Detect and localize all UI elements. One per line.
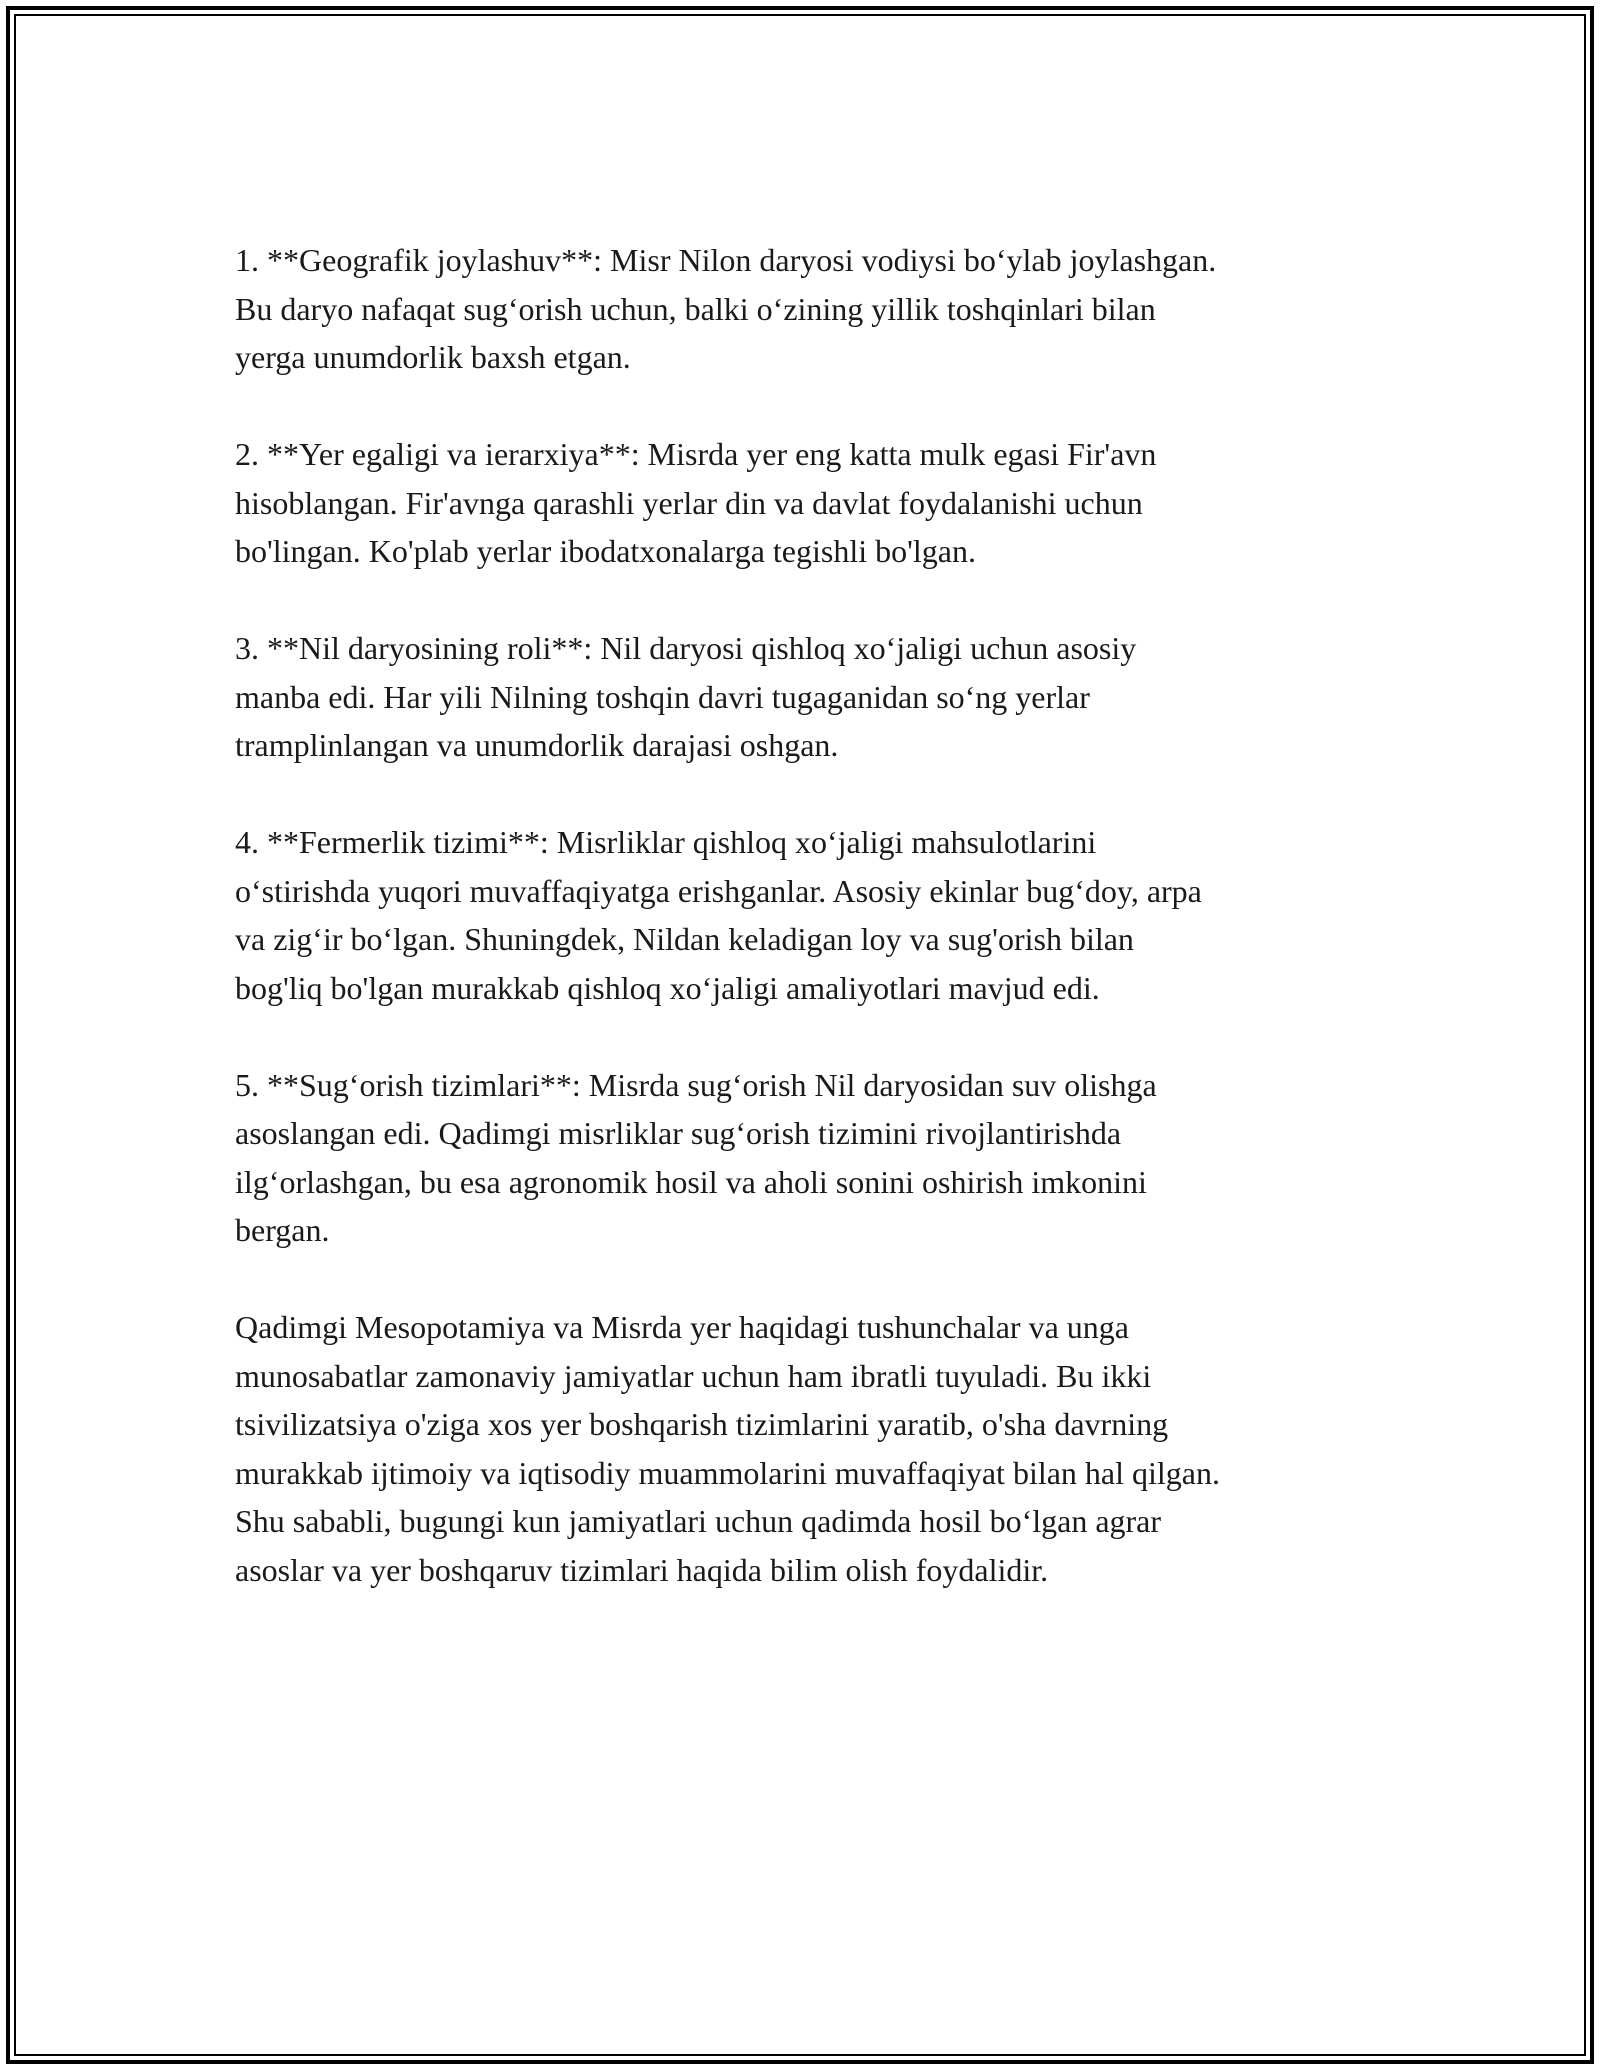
paragraph-yer-egaligi: 2. **Yer egaligi va ierarxiya**: Misrda yer eng katta mulk egasi Fir'avn hisoblangan. Fir'avnga qarashli yerlar din va davlat foydalanishi uchun bo'lingan. Ko'plab yerlar ibodatxonalarga tegishli bo'lgan.	[235, 436, 1157, 569]
paragraph-fermerlik-tizimi: 4. **Fermerlik tizimi**: Misrliklar qishloq xo‘jaligi mahsulotlarini o‘stirishda yuqori muvaffaqiyatga erishganlar. Asosiy ekinlar bug‘doy, arpa va zig‘ir bo‘lgan. Shuningdek, Nildan keladigan loy va sug'orish bilan bog'liq bo'lgan murakkab qishloq xo‘jaligi amaliyotlari mavjud edi.	[235, 824, 1202, 1006]
paragraph-sugorish-tizimlari: 5. **Sug‘orish tizimlari**: Misrda sug‘orish Nil daryosidan suv olishga asoslangan edi. Qadimgi misrliklar sug‘orish tizimini rivojlantirishda ilg‘orlashgan, bu esa agronomik hosil va aholi sonini oshirish imkonini bergan.	[235, 1066, 1157, 1248]
document-body	[235, 236, 1375, 1594]
paragraph-geografik-joylashuv: 1. **Geografik joylashuv**: Misr Nilon daryosi vodiysi bo‘ylab joylashgan. Bu daryo nafaqat sug‘orish uchun, balki o‘zining yillik toshqinlari bilan yerga unumdorlik baxsh etgan.	[235, 242, 1217, 375]
paragraph-nil-daryosining-roli: 3. **Nil daryosining roli**: Nil daryosi qishloq xo‘jaligi uchun asosiy manba edi. Har yili Nilning toshqin davri tugaganidan so‘ng yerlar tramplinlangan va unumdorlik darajasi oshgan.	[235, 630, 1137, 763]
paragraph-conclusion: Qadimgi Mesopotamiya va Misrda yer haqidagi tushunchalar va unga munosabatlar zamonaviy jamiyatlar uchun ham ibratli tuyuladi. Bu ikki tsivilizatsiya o'ziga xos yer boshqarish tizimlarini yaratib, o'sha davrning murakkab ijtimoiy va iqtisodiy muammolarini muvaffaqiyat bilan hal qilgan. Shu sababli, bugungi kun jamiyatlari uchun qadimda hosil bo‘lgan agrar asoslar va yer boshqaruv tizimlari haqida bilim olish foydalidir.	[235, 1309, 1220, 1588]
